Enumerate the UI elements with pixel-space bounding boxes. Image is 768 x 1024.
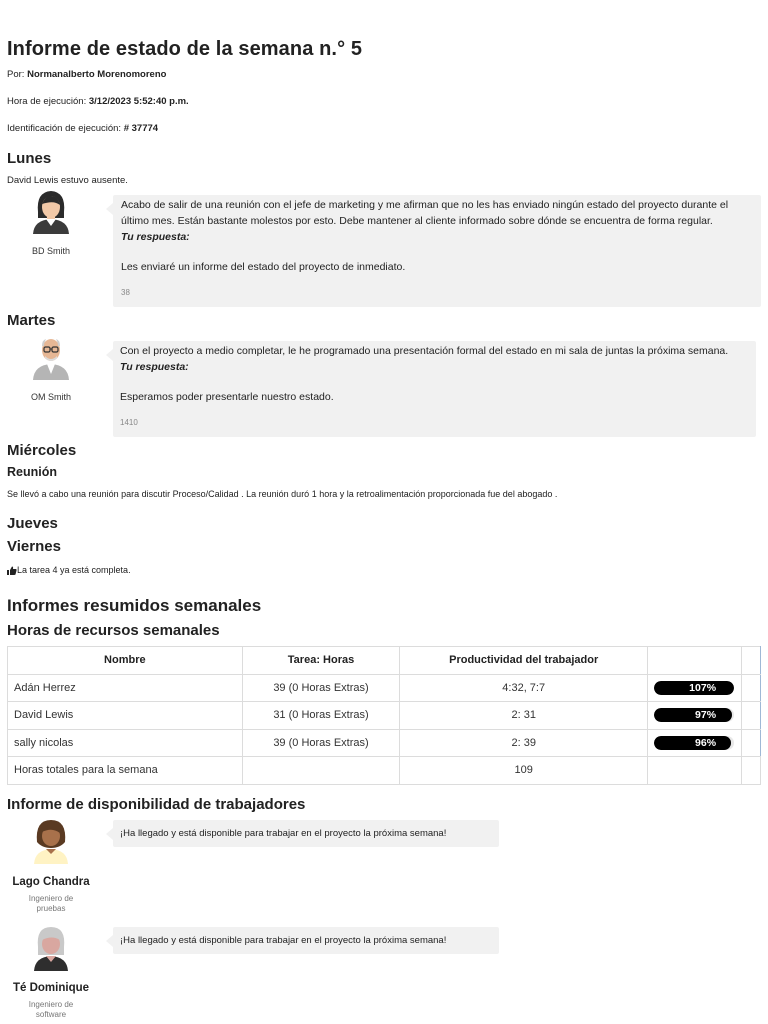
tuesday-author: OM Smith (30, 392, 71, 402)
row-name: sally nicolas (8, 729, 243, 757)
tuesday-response-label: Tu respuesta: (120, 361, 189, 373)
row-productivity: 2: 39 (400, 729, 648, 757)
worker-role: Ingeniero de pruebas (28, 894, 74, 913)
availability-message: ¡Ha llegado y está disponible para trabajar en el proyecto la próxima semana! (113, 927, 499, 954)
column-header-percent (648, 647, 742, 675)
author-line: Por: Normanalberto Morenomoreno (7, 69, 167, 80)
row-hours: 39 (0 Horas Extras) (242, 729, 400, 757)
woman-avatar-icon (30, 188, 72, 234)
run-id-line: Identificación de ejecución: # 37774 (7, 123, 159, 134)
monday-count: 38 (121, 288, 130, 297)
monday-response: Les enviaré un informe del estado del proyecto de inmediato. (121, 261, 406, 273)
page-title: Informe de estado de la semana n.° 5 (7, 38, 363, 60)
wednesday-text: Se llevó a cabo una reunión para discutir Proceso/Calidad . La reunión duró 1 hora y la retroalimentación proporcionada fue del abogado . (7, 489, 558, 499)
table-row (8, 674, 761, 702)
table-total-row (8, 757, 761, 785)
availability-message: ¡Ha llegado y está disponible para trabajar en el proyecto la próxima semana! (113, 820, 499, 847)
friday-heading: Viernes (7, 538, 61, 555)
total-label: Horas totales para la semana (8, 757, 243, 785)
table-row (8, 702, 761, 730)
worker-role: Ingeniero de software (28, 1000, 74, 1019)
tuesday-heading: Martes (7, 312, 56, 329)
monday-author: BD Smith (31, 246, 70, 256)
monday-response-label: Tu respuesta: (121, 231, 190, 243)
friday-line (7, 565, 131, 575)
row-hours: 39 (0 Horas Extras) (242, 674, 400, 702)
column-header-name: Nombre (8, 647, 243, 675)
author-name: Normanalberto Morenomoreno (27, 69, 167, 80)
column-header-hours: Tarea: Horas (242, 647, 400, 675)
row-name: Adán Herrez (8, 674, 243, 702)
meeting-subheading: Reunión (7, 465, 57, 479)
worker-name: Té Dominique (12, 982, 90, 994)
row-percent-cell (648, 674, 742, 702)
row-percent-cell (648, 729, 742, 757)
friday-text: La tarea 4 ya está completa. (17, 565, 131, 575)
column-header-productivity: Productividad del trabajador (400, 647, 648, 675)
row-hours: 31 (0 Horas Extras) (242, 702, 400, 730)
thumbs-up-icon (7, 566, 17, 575)
productivity-bar: 96% (654, 736, 734, 750)
table-header-row (8, 647, 761, 675)
monday-message-line1: Acabo de salir de una reunión con el jefe de marketing y me afirman que no les has enviado ningún estado del proyecto durante el (121, 199, 729, 211)
thursday-heading: Jueves (7, 515, 58, 532)
monday-message-line2: último mes. Están bastante molestos por esto. Debe mantener al cliente informado sobre dónde se encuentra de forma regular. (121, 215, 713, 227)
monday-message-bubble (113, 195, 761, 307)
wednesday-heading: Miércoles (7, 442, 77, 459)
table-row (8, 729, 761, 757)
old-man-avatar-icon (30, 334, 72, 380)
worker-name: Lago Chandra (12, 876, 90, 888)
run-id-value: # 37774 (123, 123, 159, 134)
tuesday-message: Con el proyecto a medio completar, le he programado una presentación formal del estado en mi sala de juntas la próxima semana. (120, 345, 729, 357)
row-productivity: 4:32, 7:7 (400, 674, 648, 702)
total-value: 109 (400, 757, 648, 785)
row-productivity: 2: 31 (400, 702, 648, 730)
run-time-value: 3/12/2023 5:52:40 p.m. (88, 96, 189, 107)
monday-note: David Lewis estuvo ausente. (7, 175, 128, 186)
availability-heading: Informe de disponibilidad de trabajadores (7, 796, 306, 813)
row-name: David Lewis (8, 702, 243, 730)
productivity-bar: 97% (654, 708, 734, 722)
tuesday-response: Esperamos poder presentarle nuestro estado. (120, 391, 334, 403)
table-scrollbar[interactable] (742, 647, 761, 675)
resource-hours-table (7, 646, 761, 785)
tuesday-count: 1410 (120, 418, 138, 427)
run-time-line: Hora de ejecución: 3/12/2023 5:52:40 p.m. (7, 96, 189, 107)
row-percent-cell (648, 702, 742, 730)
elderly-worker-avatar-icon (30, 925, 72, 971)
summary-heading: Informes resumidos semanales (7, 596, 262, 615)
productivity-bar: 107% (654, 681, 734, 695)
female-worker-avatar-icon (30, 818, 72, 864)
monday-heading: Lunes (7, 150, 52, 167)
tuesday-message-bubble (113, 341, 756, 437)
hours-subheading: Horas de recursos semanales (7, 622, 220, 639)
